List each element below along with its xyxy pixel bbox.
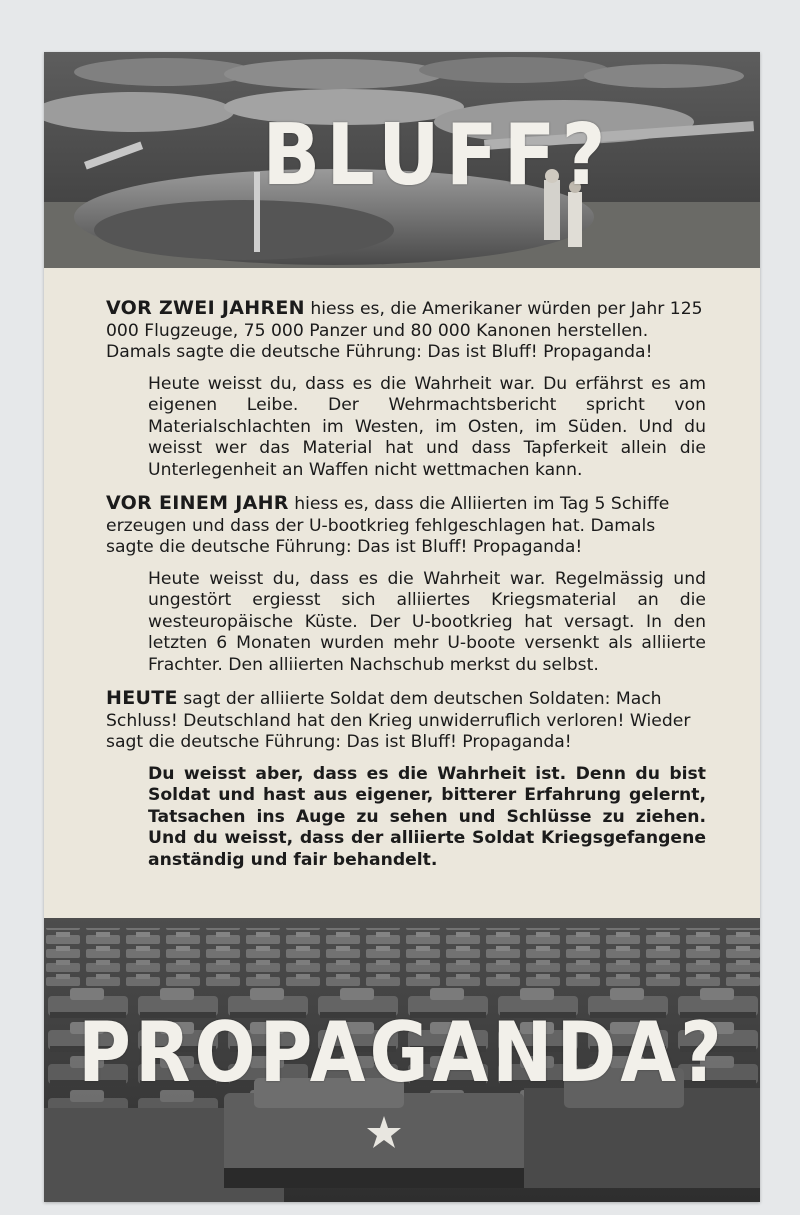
section-claim-2: [106, 493, 706, 559]
propaganda-leaflet: [44, 52, 760, 1202]
section-claim-3: [106, 688, 706, 754]
headline-bluff: BLUFF?: [262, 104, 612, 205]
section-reply-1: Heute weisst du, dass es die Wahrheit war. Du erfährst es am eigenen Leibe. Der Wehrmachtsbericht spricht von Materialschlachten im Westen, im Osten, im Süden. Und du weisst wer das Material hat und dass Tapferkeit allein die Unterlegenheit an Waffen nicht wettmachen kann.: [148, 373, 706, 480]
section-claim-text-1: hiess es, die Amerikaner würden per Jahr 125 000 Flugzeuge, 75 000 Panzer und 80 000 Kanonen herstellen. Damals sagte die deutsche Führung: Das ist Bluff! Propaganda!: [106, 299, 703, 362]
section-claim-1: [106, 298, 706, 364]
section-claim-text-2: hiess es, dass die Alliierten im Tag 5 Schiffe erzeugen und dass der U-bootkrieg fehlgeschlagen hat. Damals sagte die deutsche Führung: Das ist Bluff! Propaganda!: [106, 494, 670, 557]
section-reply-2: Heute weisst du, dass es die Wahrheit war. Regelmässig und ungestört ergiesst sich alliiertes Kriegsmaterial an die westeuropäische Küste. Der U-bootkrieg hat versagt. In den letzten 6 Monaten wurden mehr U-boote versenkt als alliierte Frachter. Den alliierten Nachschub merkst du selbst.: [148, 568, 706, 675]
section-lead-3: HEUTE: [106, 687, 178, 709]
section-lead-1: VOR ZWEI JAHREN: [106, 297, 305, 319]
section-lead-2: VOR EINEM JAHR: [106, 492, 289, 514]
leaflet-text: [106, 298, 706, 883]
headline-propaganda: PROPAGANDA?: [78, 1003, 726, 1101]
section-claim-text-3: sagt der alliierte Soldat dem deutschen Soldaten: Mach Schluss! Deutschland hat den Krieg unwiderruflich verloren! Wieder sagt die deutsche Führung: Das ist Bluff! Propaganda!: [106, 689, 691, 752]
section-reply-3: Du weisst aber, dass es die Wahrheit ist. Denn du bist Soldat und hast aus eigener, bitterer Erfahrung gelernt, Tatsachen ins Auge zu sehen und Schlüsse zu ziehen. Und du weisst, dass der alliierte Soldat Kriegsgefangene anständig und fair behandelt.: [148, 763, 706, 870]
